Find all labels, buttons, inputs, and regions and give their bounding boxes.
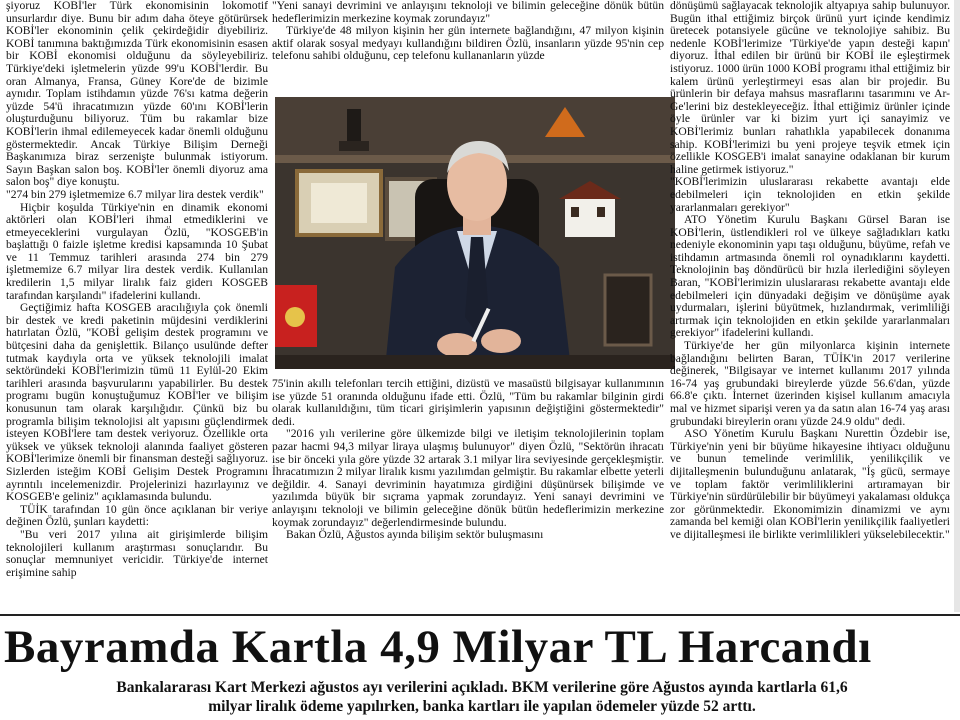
- paragraph: Hiçbir koşulda Türkiye'nin en dinamik ekonomi aktörleri olan KOBİ'leri ihmal etmediklerini ve etmeyeceklerini vurgulayan Özlü, "KOSGEB'in başlattığı 0 faizle işletme kredisi kapsamında 10 Şubat ve 11 Temmuz tarihleri arasında 274 bin 279 işletmemize 6.7 milyar lira destek verdik. Kullanılan kredilerin 1,5 milyar liralık faiz giderı KOSGEB tarafından karşılandı" ifadelerini kullandı.: [6, 200, 268, 302]
- subhead-quote: "KOBİ'lerimizin uluslararası rekabette avantajı elde edebilmeleri için teknolojiden en etkin şekilde yararlanmaları gerekiyor": [670, 175, 950, 214]
- section-divider: [0, 614, 960, 616]
- article-photo: [275, 97, 675, 369]
- article-column-right: [670, 0, 950, 610]
- paragraph: Bakan Özlü, Ağustos ayında bilişim sektör buluşmasını: [286, 528, 544, 542]
- paragraph: şiyoruz KOBİ'ler Türk ekonomisinin lokomotif unsurlardır diye. Bunu bir adım daha öteye götürürsek KOBİ'ler ekonominin çelik çekirdeğidir diyebiliriz. KOBİ tanımına baktığımızda Türk ekonomisinin esasen bir KOBİ ekonomisi olduğunu da söyleyebiliriz. Türkiye'deki işletmelerin yüzde 99'u KOBİ'lerdir. Bu oran Almanya, Fransa, Güney Kore'de de bizimle aynıdır. Toplam istihdamın yüzde 76'sı katma değerin yüzde 54'ü ihracatımızın yüzde 60'ını KOBİ'lerin oluşturduğunu biliyoruz. Tüm bu rakamlar bize KOBİ'lerin ihmal edilemeyecek kadar önemli olduğunu göstermektedir. Ancak Türkiye Bilişim Derneği Başkanımıza biraz serzenişte bulunmak istiyorum. Sayın Başkan salon boş. KOBİ'ler önemli diyoruz ama salon boş" diye konuştu.: [6, 0, 268, 189]
- paragraph: ASO Yönetim Kurulu Başkanı Nurettin Özdebir ise, Türkiye'nin yeni bir büyüme hikayesine ihtiyacı olduğunu ve bunun temelinde verimlilik, yenilikçilik ve dijitalleşmenin bulunduğunu anlatarak, "İş gücü, sermaye ve toplam faktör verimliliklerini artıramayan bir Türkiye'nin sürdürülebilir bir büyümeyi yakalaması oldukça zor görünmektedir. Ekonomimizin dinamizmi ve aynı zamanda bel kemiği olan KOBİ'lerin yenilikçilik faaliyetleri ve dijitalleşmesi ile birlikte verimlilikleri yükselebilecektir.": [670, 427, 950, 541]
- paragraph: 75'inin akıllı telefonları tercih ettiğini, dizüstü ve masaüstü bilgisayar kullanımının ise yüzde 51 oranında olduğunu ifade etti. Özlü, "Tüm bu rakamlar bilginin girdi olarak kullanıldığını, tüm ticari girişimlerin yapısının değiştiğini göstermektedir" dedi.: [272, 378, 664, 428]
- minister-photo-illustration: [275, 97, 675, 369]
- deck-line: Bankalararası Kart Merkezi ağustos ayı verilerini açıkladı. BKM verilerine göre Ağustos ayında kartlarla 61,6: [116, 679, 848, 696]
- paragraph: Geçtiğimiz hafta KOSGEB aracılığıyla çok önemli bir destek ve kredi paketinin müjdesini verdiklerini hatırlatan Özlü, "KOBİ gelişim destek programını ve bütçesini daha da genişlettik. Bilanço usulünde defter tutmak kaydıyla orta ve yüksek teknolojili imalat sektöründeki KOBİ'lerimizin tümü 11 Eylül-20 Ekim tarihleri arasında başvurularını yapabilirler. Bu destek programı bugün konuştuğumuz KOBİ'ler ve bilişim konusunun tam olarak karşılığıdır. Çünkü biz bu programla bilişim teknolojisi alt yapısını güçlendirmek isteyen KOBİ'lere tam destek veriyoruz. Özellikle orta yüksek ve yüksek teknoloji alanında faaliyet gösteren KOBİ'lerimize önemli bir finansman desteği sağlıyoruz. Sizlerden isteğim KOBİ Gelişim Destek Programını ayrıntılı incelemenizdir. Projelerinizi hazırlayınız ve KOSGEB'e geliniz" açıklamasında bulundu.: [6, 301, 268, 504]
- headline: Bayramda Kartla 4,9 Milyar TL Harcandı: [4, 621, 872, 673]
- article-column-middle-bottom: [272, 378, 664, 610]
- article-column-middle-top: [272, 0, 664, 94]
- paragraph: dönüşümü sağlayacak teknolojik altyapıya sahip bulunuyor. Bugün ithal ettiğimiz birçok ürünü yurt içinde kendimiz üretecek potansiyele gücüne ve teknolojiye sahibiz. Bu nedenle KOBİ'lerimize 'Türkiye'de yapın desteği kapın' diyoruz. İthal edilen bir ürünü bir KOBİ ile eşleştirmek istiyoruz. 1000 ürün 1000 KOBİ programı ithal ettiğimiz bir kalem ürünü yerleştirmeyi esas alan bir projedir. Bu ürünlerin bir defaya mahsus masraflarını tasarımını ve Ar-Ge'lerini biz destekleyeceğiz. İthal ettiğimiz ürünler içinde öyle ürünler var ki bizim yurt içi sanayimiz ve KOBİ'lerimiz bunları rahatlıkla yapabilecek donanıma sahip. KOBİ'lerimizi bu yeni projeye teşvik etmek için özellikle KOSGEB'i imalat sanayine odaklanan bir kurum haline getirmek istiyoruz.": [670, 0, 950, 176]
- page-edge: [954, 0, 960, 612]
- paragraph: "Bu veri 2017 yılına ait girişimlerde bilişim teknolojileri kullanım araştırması sonuçlarıdır. Bu sonuçlar memnuniyet vericidir. Türkiye'de internet erişimine sahip: [6, 527, 268, 579]
- paragraph: Türkiye'de 48 milyon kişinin her gün internete bağlandığını, 47 milyon kişinin aktif olarak sosyal medyayı kullandığını bildiren Özlü, insanların yüzde 95'nin cep telefonu sahibi olduğunu, cep telefonu kullananların yüzde: [272, 24, 664, 63]
- subhead-quote: "Yeni sanayi devrimini ve anlayışını teknoloji ve bilimin geleceğine dönük bütün hedeflerimizin merkezine koymak zorundayız": [272, 0, 664, 25]
- subhead-quote: "274 bin 279 işletmemize 6.7 milyar lira destek verdik": [6, 187, 264, 201]
- deck: [8, 678, 956, 716]
- article-column-left: [6, 0, 268, 610]
- paragraph: Türkiye'de her gün milyonlarca kişinin internete bağlandığını belirten Baran, TÜİK'in 2017 verilerine değinerek, "Bilgisayar ve internet kullanımı 2017 yılında 16-74 yaş grubundaki bireylerde yüzde 56.6'dan, yüzde 66.8'e çıktı. İnternet üzerinden kişisel kullanım amacıyla mal ve hizmet siparişi veren ya da satın alan 16-74 yaş arası grubundaki bireylerin oranı yüzde 24.9 oldu" dedi.: [670, 339, 950, 428]
- paragraph: ATO Yönetim Kurulu Başkanı Gürsel Baran ise KOBİ'lerin, üstlendikleri rol ve ülkeye sağladıkları katkı nedeniyle ekonominin yapı taşı olduğunu, büyüme, refah ve istihdamın artmasında önemli rol oynadıklarını kaydetti. Teknolojinin baş döndürücü bir hızla ilerlediğini söyleyen Baran, "KOBİ'lerimizin uluslararası rekabette avantajı elde edebilmeleri için dünyadaki değişim ve dönüşüme ayak uydurmaları, işlerini büyütmek, hızlandırmak, verimliliği artırmak için teknolojiden en etkin şekilde yararlanmaları gerekiyor" ifadelerini kullandı.: [670, 213, 950, 340]
- deck-line: milyar liralık ödeme yapılırken, banka kartları ile yapılan ödemeler yüzde 52 arttı.: [208, 698, 756, 715]
- paragraph: "2016 yılı verilerine göre ülkemizde bilgi ve iletişim teknolojilerinin toplam pazar hacmi 94,3 milyar liraya ulaşmış bulunuyor" diyen Özlü, "Sektörün ihracatı ise bir önceki yıla göre yüzde 32 artarak 3.1 milyar lira seviyesinde gerçekleşmiştir. İhracatımızın 2 milyar liralık kısmı yazılımdan gelmiştir. Bu rakamlar elbette yeterli değildir. 4. Sanayi devriminin hayatımıza girdiğini düşünürsek bilişimde ve yazılımda büyük bir sıçrama yapmak zorundayız. Yeni sanayi devrimini ve anlayışını teknoloji ve bilimin geleceğine dönük bütün hedeflerimizin merkezine koymak zorundayız" değerlendirmesinde bulundu.: [272, 427, 664, 529]
- paragraph: TÜİK tarafından 10 gün önce açıklanan bir veriye değinen Özlü, şunları kaydetti:: [6, 502, 268, 529]
